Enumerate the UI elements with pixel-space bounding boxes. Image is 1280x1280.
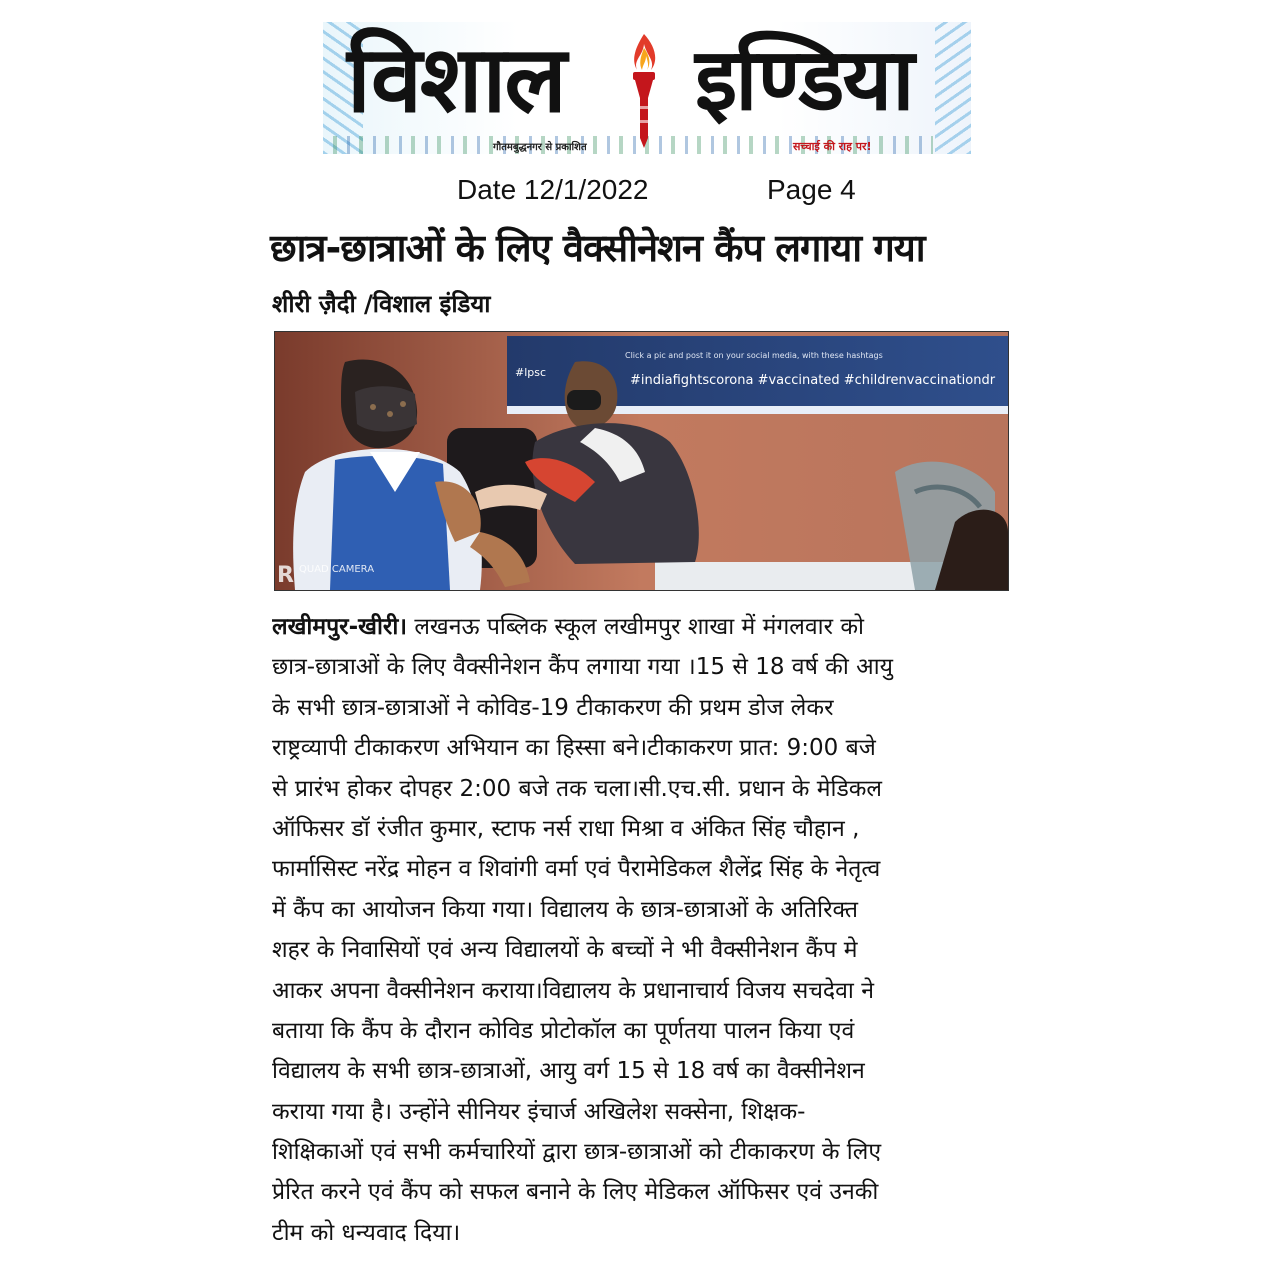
article-line bbox=[272, 607, 1008, 647]
article-line: विद्यालय के सभी छात्र-छात्राओं, आयु वर्ग 15 से 18 वर्ष का वैक्सीनेशन bbox=[272, 1058, 865, 1085]
article-line: से प्रारंभ होकर दोपहर 2:00 बजे तक चला।सी.एच.सी. प्रधान के मेडिकल bbox=[272, 775, 883, 802]
article-line: शहर के निवासियों एवं अन्य विद्यालयों के बच्चों ने भी वैक्सीनेशन कैंप मे bbox=[272, 937, 858, 964]
masthead-decoration-right bbox=[935, 22, 971, 154]
article-line: में कैंप का आयोजन किया गया। विद्यालय के छात्र-छात्राओं के अतिरिक्त bbox=[272, 896, 858, 923]
vaccination-photo-illustration bbox=[275, 332, 1008, 590]
newspaper-name-part1: विशाल bbox=[347, 26, 565, 133]
edition-info bbox=[0, 172, 1280, 212]
masthead bbox=[323, 22, 971, 154]
article-line: के सभी छात्र-छात्राओं ने कोविड-19 टीकाकरण की प्रथम डोज लेकर bbox=[272, 694, 834, 721]
edition-date: Date 12/1/2022 bbox=[457, 174, 649, 205]
article-photo bbox=[274, 331, 1009, 591]
masthead-subtitle: गौतमबुद्धनगर से प्रकाशित bbox=[493, 142, 587, 153]
photo-banner-prefix: #lpsc bbox=[515, 366, 547, 379]
article-line: शिक्षिकाओं एवं सभी कर्मचारियों द्वारा छात्र-छात्राओं को टीकाकरण के लिए bbox=[272, 1139, 882, 1166]
article-line: बताया कि कैंप के दौरान कोविड प्रोटोकॉल का पूर्णतया पालन किया एवं bbox=[272, 1017, 855, 1044]
article-line: फार्मासिस्ट नरेंद्र मोहन व शिवांगी वर्मा एवं पैरामेडिकल शैलेंद्र सिंह के नेतृत्व bbox=[272, 856, 881, 883]
photo-banner-hashtags: #indiafightscorona #vaccinated #childrenvaccinationdr bbox=[630, 373, 996, 388]
masthead-tagline: सच्चाई की राह पर! bbox=[793, 140, 872, 153]
article-dateline: लखीमपुर-खीरी। bbox=[272, 614, 407, 640]
newspaper-name-part2: इण्डिया bbox=[695, 30, 913, 130]
photo-watermark-logo: R bbox=[277, 563, 294, 588]
article-line: टीम को धन्यवाद दिया। bbox=[272, 1219, 461, 1246]
article-line: कराया गया है। उन्होंने सीनियर इंचार्ज अखिलेश सक्सेना, शिक्षक- bbox=[272, 1098, 806, 1125]
article-line: ऑफिसर डॉ रंजीत कुमार, स्टाफ नर्स राधा मिश्रा व अंकित सिंह चौहान , bbox=[272, 815, 860, 842]
article-line: छात्र-छात्राओं के लिए वैक्सीनेशन कैंप लगाया गया ।15 से 18 वर्ष की आयु bbox=[272, 654, 893, 681]
article-line: राष्ट्रव्यापी टीकाकरण अभियान का हिस्सा बने।टीकाकरण प्रात: 9:00 बजे bbox=[272, 735, 876, 762]
article-line: आकर अपना वैक्सीनेशन कराया।विद्यालय के प्रधानाचार्य विजय सचदेवा ने bbox=[272, 977, 874, 1004]
article-line: प्रेरित करने एवं कैंप को सफल बनाने के लिए मेडिकल ऑफिसर एवं उनकी bbox=[272, 1179, 879, 1206]
article-body bbox=[272, 607, 1008, 1253]
photo-banner-caption: Click a pic and post it on your social media, with these hashtags bbox=[625, 351, 883, 360]
torch-icon bbox=[621, 30, 667, 150]
article-byline: शीरी ज़ैदी /विशाल इंडिया bbox=[272, 290, 491, 318]
article-headline: छात्र-छात्राओं के लिए वैक्सीनेशन कैंप लगाया गया bbox=[270, 226, 925, 270]
article-text: लखनऊ पब्लिक स्कूल लखीमपुर शाखा में मंगलवार को bbox=[414, 614, 864, 640]
photo-watermark: QUAD CAMERA bbox=[299, 564, 375, 575]
edition-page: Page 4 bbox=[767, 174, 856, 205]
